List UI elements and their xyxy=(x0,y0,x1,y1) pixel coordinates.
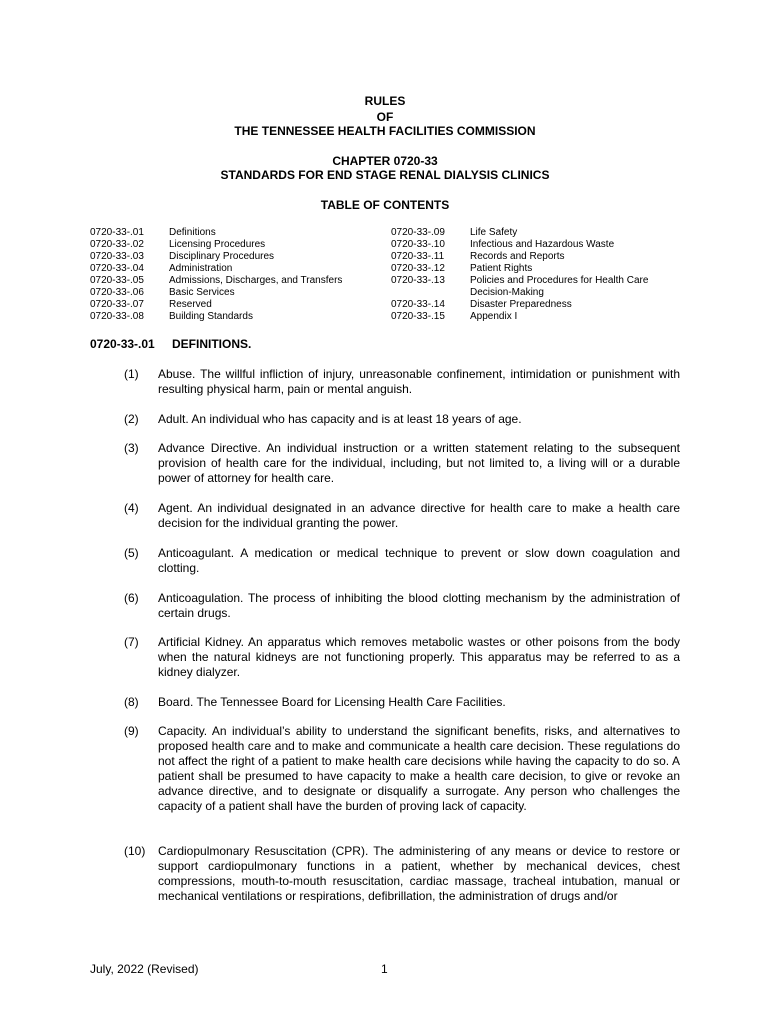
toc-entry-title: Disaster Preparedness xyxy=(470,299,572,310)
toc-entry-number: 0720-33-.13 xyxy=(391,275,445,286)
toc-entry-number: 0720-33-.04 xyxy=(90,263,144,274)
toc-entry-title: Basic Services xyxy=(169,287,235,298)
definition-text: Agent. An individual designated in an advance directive for health care to make a health care decision for the individual granting the power. xyxy=(158,501,680,530)
definition-text: Board. The Tennessee Board for Licensing Health Care Facilities. xyxy=(158,695,506,709)
footer-date: July, 2022 (Revised) xyxy=(90,962,199,976)
toc-entry-title: Licensing Procedures xyxy=(169,239,266,250)
title-rules: RULES xyxy=(364,94,406,108)
definition-text: Cardiopulmonary Resuscitation (CPR). The administering of any means or device to restore or support cardiopulmonary functions in a patient, whether by mechanical devices, chest compressions, mouth-to-mouth resuscitation, cardiac massage, tracheal intubation, manual or mechanical ventilations or respirations, defibrillation, the administration of drugs and/or xyxy=(158,844,680,903)
toc-entry-number: 0720-33-.15 xyxy=(391,311,445,322)
toc-entry-number: 0720-33-.01 xyxy=(90,227,144,238)
toc-entry-title: Policies and Procedures for Health Care xyxy=(470,275,649,286)
toc-entry-number: 0720-33-.11 xyxy=(391,251,445,262)
toc-entry-number: 0720-33-.05 xyxy=(90,275,144,286)
toc-entry-title: Disciplinary Procedures xyxy=(169,251,275,262)
toc-entry-title: Administration xyxy=(169,263,233,274)
definition-text: Anticoagulation. The process of inhibiting the blood clotting mechanism by the administration of certain drugs. xyxy=(158,591,680,620)
definition-number: (9) xyxy=(124,724,139,738)
toc-entry-title: Admissions, Discharges, and Transfers xyxy=(169,275,343,286)
toc-title: TABLE OF CONTENTS xyxy=(320,198,450,212)
section-title: DEFINITIONS. xyxy=(172,337,252,351)
toc-entry-number: 0720-33-.12 xyxy=(391,263,445,274)
section-number: 0720-33-.01 xyxy=(90,337,155,351)
toc-entry-number: 0720-33-.08 xyxy=(90,311,144,322)
toc-entry-title: Decision-Making xyxy=(470,287,544,298)
section-heading xyxy=(90,337,252,351)
definition-number: (4) xyxy=(124,501,139,515)
toc-entry-number: 0720-33-.02 xyxy=(90,239,144,250)
definition-text: Abuse. The willful infliction of injury, unreasonable confinement, intimidation or punishment with resulting physical harm, pain or mental anguish. xyxy=(158,367,680,396)
toc-entry-number: 0720-33-.09 xyxy=(391,227,445,238)
toc-entry-number: 0720-33-.14 xyxy=(391,299,445,310)
definition-number: (10) xyxy=(124,844,146,858)
toc-entry-title: Appendix I xyxy=(470,311,518,322)
chapter-number: CHAPTER 0720-33 xyxy=(332,154,438,168)
definition-number: (1) xyxy=(124,367,139,381)
page-number: 1 xyxy=(381,962,388,976)
title-commission: THE TENNESSEE HEALTH FACILITIES COMMISSION xyxy=(234,124,536,138)
definition-number: (2) xyxy=(124,412,139,426)
toc-entry-title: Life Safety xyxy=(470,227,518,238)
definition-number: (3) xyxy=(124,441,139,455)
chapter-title: STANDARDS FOR END STAGE RENAL DIALYSIS CLINICS xyxy=(220,168,550,182)
definition-number: (5) xyxy=(124,546,139,560)
toc-entry-title: Building Standards xyxy=(169,311,253,322)
definition-number: (6) xyxy=(124,591,139,605)
definition-text: Adult. An individual who has capacity and is at least 18 years of age. xyxy=(158,412,522,426)
toc-entry-title: Reserved xyxy=(169,299,212,310)
toc-entry-title: Patient Rights xyxy=(470,263,533,274)
toc-entry-number: 0720-33-.07 xyxy=(90,299,144,310)
definition-text: Anticoagulant. A medication or medical technique to prevent or slow down coagulation and clotting. xyxy=(158,546,680,575)
toc-entry-number: 0720-33-.03 xyxy=(90,251,144,262)
toc-entry-title: Records and Reports xyxy=(470,251,565,262)
definition-text: Advance Directive. An individual instruction or a written statement relating to the subsequent provision of health care for the individual, including, but not limited to, a living will or a durable power of attorney for health care. xyxy=(158,441,680,485)
toc-entry-title: Definitions xyxy=(169,227,216,238)
definition-number: (7) xyxy=(124,635,139,649)
definition-number: (8) xyxy=(124,695,139,709)
toc-entry-number: 0720-33-.10 xyxy=(391,239,445,250)
toc-entry-number: 0720-33-.06 xyxy=(90,287,144,298)
definition-text: Artificial Kidney. An apparatus which removes metabolic wastes or other poisons from the body when the natural kidneys are not functioning properly. This apparatus may be referred to as a kidney dialyzer. xyxy=(158,635,680,679)
toc-entry-title: Infectious and Hazardous Waste xyxy=(470,239,615,250)
definition-text: Capacity. An individual’s ability to understand the significant benefits, risks, and alternatives to proposed health care and to make and communicate a health care decision. These regulations do not affect the right of a patient to make health care decisions while having the capacity to do so. A patient shall be presumed to have capacity to make a health care decision, to give or revoke an advance directive, and to designate or disqualify a surrogate. Any person who challenges the capacity of a patient shall have the burden of proving lack of capacity. xyxy=(158,724,680,813)
title-of: OF xyxy=(376,110,394,124)
